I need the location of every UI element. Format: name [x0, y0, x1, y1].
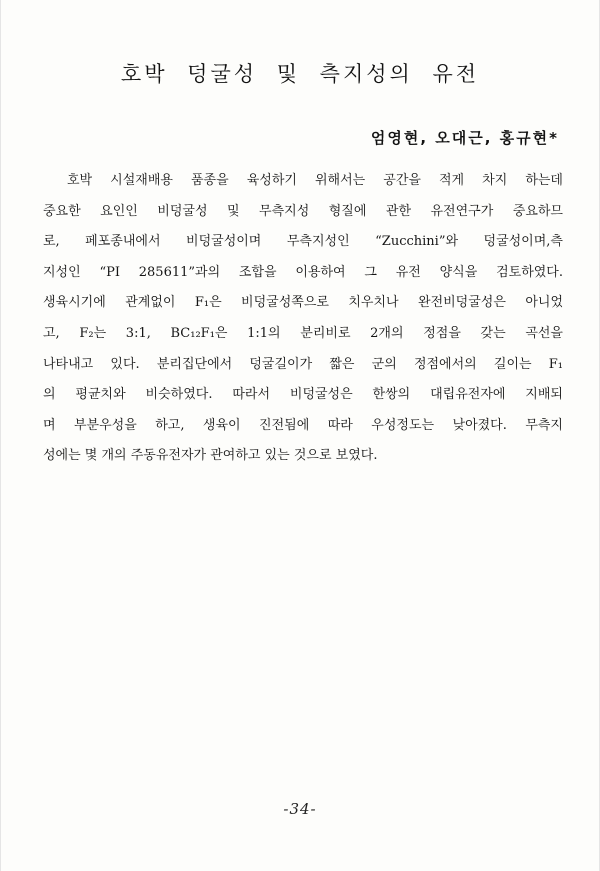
abstract-line: 중요한 요인인 비덩굴성 및 무측지성 형질에 관한 유전연구가 중요하므	[43, 203, 563, 219]
abstract-line: 의 평균치와 비슷하였다. 따라서 비덩굴성은 한쌍의 대립유전자에 지배되	[43, 387, 563, 403]
abstract-line: 나타내고 있다. 분리집단에서 덩굴길이가 짧은 군의 정점에서의 길이는 F₁	[43, 356, 563, 372]
abstract-line: 생육시기에 관계없이 F₁은 비덩굴성쪽으로 치우치나 완전비덩굴성은 아니었	[43, 295, 563, 311]
author-list: 엄영현, 오대근, 홍규현*	[370, 129, 559, 147]
abstract-line: 호박 시설재배용 품종을 육성하기 위해서는 공간을 적게 차지 하는데	[67, 173, 563, 188]
abstract-line: 며 부분우성을 하고, 생육이 진전됨에 따라 우성정도는 낮아졌다. 무측지	[43, 417, 563, 433]
abstract-line: 로, 페포종내에서 비덩굴성이며 무측지성인 “Zucchini”와 덩굴성이며,측	[43, 234, 563, 250]
abstract-line: 고, F₂는 3:1, BC₁₂F₁은 1:1의 분리비로 2개의 정점을 갖는 곡선을	[43, 325, 563, 341]
page-number: -34-	[283, 800, 317, 818]
abstract-body	[43, 166, 563, 472]
page-title: 호박 덩굴성 및 측지성의 유전	[120, 62, 480, 86]
abstract-line: 성에는 몇 개의 주동유전자가 관여하고 있는 것으로 보였다.	[43, 448, 378, 464]
abstract-line: 지성인 “PI 285611”과의 조합을 이용하여 그 유전 양식을 검토하였다.	[43, 264, 563, 280]
